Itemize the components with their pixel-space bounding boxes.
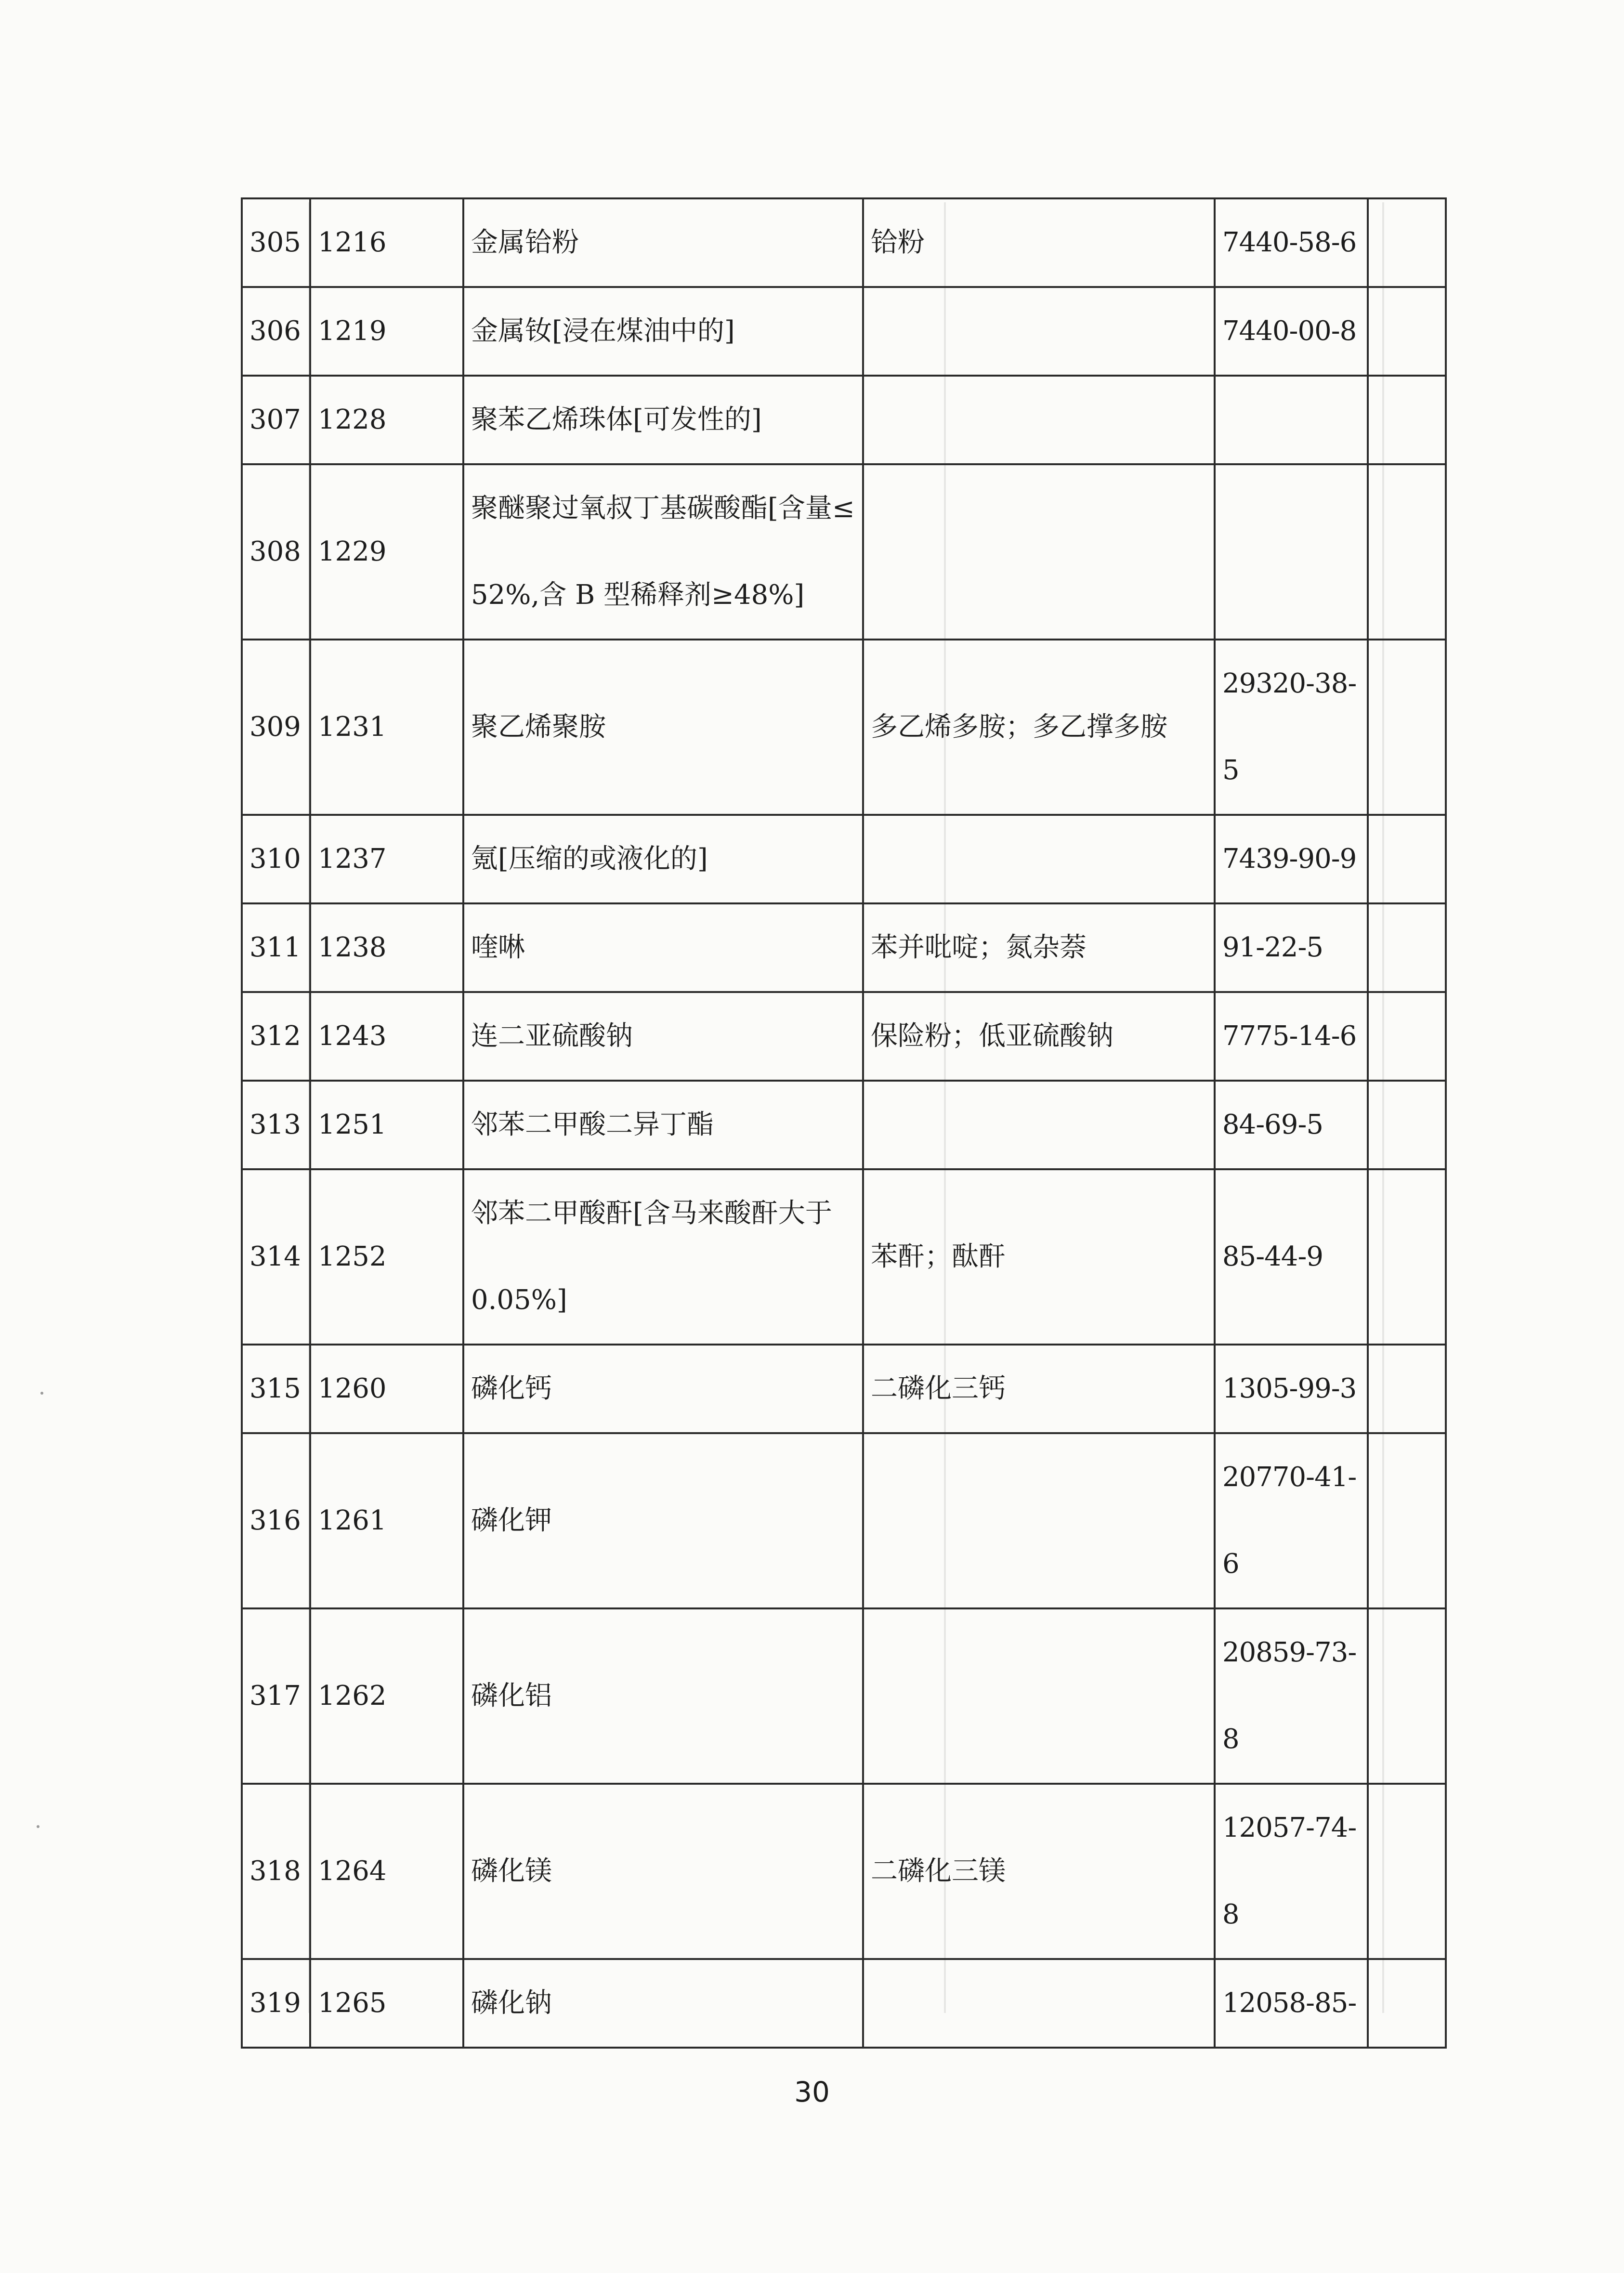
serial-number-cell: 313 <box>242 1081 310 1169</box>
cas-number-cell: 7775-14-6 <box>1215 992 1368 1081</box>
un-number-cell: 1238 <box>310 903 463 992</box>
remark-cell <box>1368 1959 1446 2048</box>
scan-speck <box>40 1392 43 1395</box>
un-number-cell: 1261 <box>310 1433 463 1608</box>
cas-number-cell <box>1215 640 1368 815</box>
table-row <box>242 376 1446 464</box>
chemical-name-cell: 磷化镁 <box>463 1784 863 1959</box>
chemical-name-cell <box>463 1169 863 1345</box>
chemical-name-cell: 聚乙烯聚胺 <box>463 640 863 815</box>
serial-number-cell: 314 <box>242 1169 310 1345</box>
alias-cell: 二磷化三镁 <box>863 1784 1215 1959</box>
cas-number-cell: 7439-90-9 <box>1215 815 1368 903</box>
un-number-cell: 1264 <box>310 1784 463 1959</box>
cas-number-cell: 91-22-5 <box>1215 903 1368 992</box>
alias-cell: 苯酐；酞酐 <box>863 1169 1215 1345</box>
cas-number-text: 20770-41-6 <box>1222 1462 1357 1580</box>
alias-cell <box>863 464 1215 640</box>
remark-cell <box>1368 1608 1446 1784</box>
table-row <box>242 1608 1446 1784</box>
chemical-name-cell: 聚苯乙烯珠体[可发性的] <box>463 376 863 464</box>
serial-number-cell: 312 <box>242 992 310 1081</box>
remark-cell <box>1368 287 1446 376</box>
alias-cell: 铪粉 <box>863 198 1215 287</box>
alias-cell <box>863 1959 1215 2048</box>
chemical-name-cell: 金属钕[浸在煤油中的] <box>463 287 863 376</box>
cas-number-cell: 1305-99-3 <box>1215 1345 1368 1433</box>
table-row <box>242 903 1446 992</box>
remark-cell <box>1368 640 1446 815</box>
serial-number-cell: 305 <box>242 198 310 287</box>
alias-cell: 二磷化三钙 <box>863 1345 1215 1433</box>
alias-cell <box>863 815 1215 903</box>
chemical-name-text: 聚醚聚过氧叔丁基碳酸酯[含量≤52%,含 B 型稀释剂≥48%] <box>471 493 855 611</box>
alias-cell <box>863 287 1215 376</box>
chemical-name-cell: 磷化钾 <box>463 1433 863 1608</box>
cas-number-cell <box>1215 464 1368 640</box>
un-number-cell: 1216 <box>310 198 463 287</box>
un-number-cell: 1265 <box>310 1959 463 2048</box>
chemical-name-cell: 磷化铝 <box>463 1608 863 1784</box>
serial-number-cell: 306 <box>242 287 310 376</box>
un-number-cell: 1260 <box>310 1345 463 1433</box>
cas-number-cell: 7440-58-6 <box>1215 198 1368 287</box>
remark-cell <box>1368 1169 1446 1345</box>
serial-number-cell: 315 <box>242 1345 310 1433</box>
table-row <box>242 1081 1446 1169</box>
remark-cell <box>1368 903 1446 992</box>
alias-cell: 保险粉；低亚硫酸钠 <box>863 992 1215 1081</box>
table-row <box>242 198 1446 287</box>
table-row <box>242 992 1446 1081</box>
remark-cell <box>1368 992 1446 1081</box>
serial-number-cell: 317 <box>242 1608 310 1784</box>
chemical-name-cell: 金属铪粉 <box>463 198 863 287</box>
remark-cell <box>1368 1784 1446 1959</box>
chemical-name-cell: 喹啉 <box>463 903 863 992</box>
cas-number-cell <box>1215 1608 1368 1784</box>
cas-number-cell <box>1215 376 1368 464</box>
un-number-cell: 1262 <box>310 1608 463 1784</box>
table-row <box>242 1169 1446 1345</box>
table-row <box>242 1959 1446 2048</box>
cas-number-cell: 85-44-9 <box>1215 1169 1368 1345</box>
un-number-cell: 1237 <box>310 815 463 903</box>
un-number-cell: 1219 <box>310 287 463 376</box>
alias-cell <box>863 376 1215 464</box>
serial-number-cell: 308 <box>242 464 310 640</box>
cas-number-cell: 7440-00-8 <box>1215 287 1368 376</box>
serial-number-cell: 311 <box>242 903 310 992</box>
alias-cell: 多乙烯多胺；多乙撑多胺 <box>863 640 1215 815</box>
serial-number-cell: 309 <box>242 640 310 815</box>
table-row <box>242 1433 1446 1608</box>
remark-cell <box>1368 1345 1446 1433</box>
alias-cell <box>863 1081 1215 1169</box>
remark-cell <box>1368 464 1446 640</box>
un-number-cell: 1252 <box>310 1169 463 1345</box>
un-number-cell: 1228 <box>310 376 463 464</box>
remark-cell <box>1368 1433 1446 1608</box>
alias-cell <box>863 1608 1215 1784</box>
chemical-name-cell: 氪[压缩的或液化的] <box>463 815 863 903</box>
cas-number-text: 12057-74-8 <box>1222 1812 1357 1930</box>
serial-number-cell: 319 <box>242 1959 310 2048</box>
chemical-name-cell: 磷化钠 <box>463 1959 863 2048</box>
cas-number-text: 20859-73-8 <box>1222 1637 1357 1755</box>
alias-cell <box>863 1433 1215 1608</box>
un-number-cell: 1243 <box>310 992 463 1081</box>
remark-cell <box>1368 815 1446 903</box>
cas-number-cell <box>1215 1433 1368 1608</box>
cas-number-cell: 84-69-5 <box>1215 1081 1368 1169</box>
chemical-name-text: 邻苯二甲酸酐[含马来酸酐大于0.05%] <box>471 1198 832 1316</box>
chemical-name-cell: 磷化钙 <box>463 1345 863 1433</box>
chemical-name-cell: 邻苯二甲酸二异丁酯 <box>463 1081 863 1169</box>
table-row <box>242 287 1446 376</box>
serial-number-cell: 310 <box>242 815 310 903</box>
un-number-cell: 1231 <box>310 640 463 815</box>
table-row <box>242 640 1446 815</box>
cas-number-text: 29320-38-5 <box>1222 668 1357 786</box>
chemical-name-cell <box>463 464 863 640</box>
remark-cell <box>1368 1081 1446 1169</box>
hazardous-chemicals-table <box>241 197 1447 2049</box>
remark-cell <box>1368 198 1446 287</box>
table-row <box>242 464 1446 640</box>
table-row <box>242 1784 1446 1959</box>
chemical-name-cell: 连二亚硫酸钠 <box>463 992 863 1081</box>
un-number-cell: 1251 <box>310 1081 463 1169</box>
page-number: 30 <box>794 2076 830 2108</box>
scan-speck <box>37 1825 39 1828</box>
serial-number-cell: 318 <box>242 1784 310 1959</box>
table-row <box>242 815 1446 903</box>
serial-number-cell: 307 <box>242 376 310 464</box>
un-number-cell: 1229 <box>310 464 463 640</box>
alias-cell: 苯并吡啶；氮杂萘 <box>863 903 1215 992</box>
cas-number-cell <box>1215 1784 1368 1959</box>
cas-number-cell: 12058-85- <box>1215 1959 1368 2048</box>
table-row <box>242 1345 1446 1433</box>
serial-number-cell: 316 <box>242 1433 310 1608</box>
remark-cell <box>1368 376 1446 464</box>
